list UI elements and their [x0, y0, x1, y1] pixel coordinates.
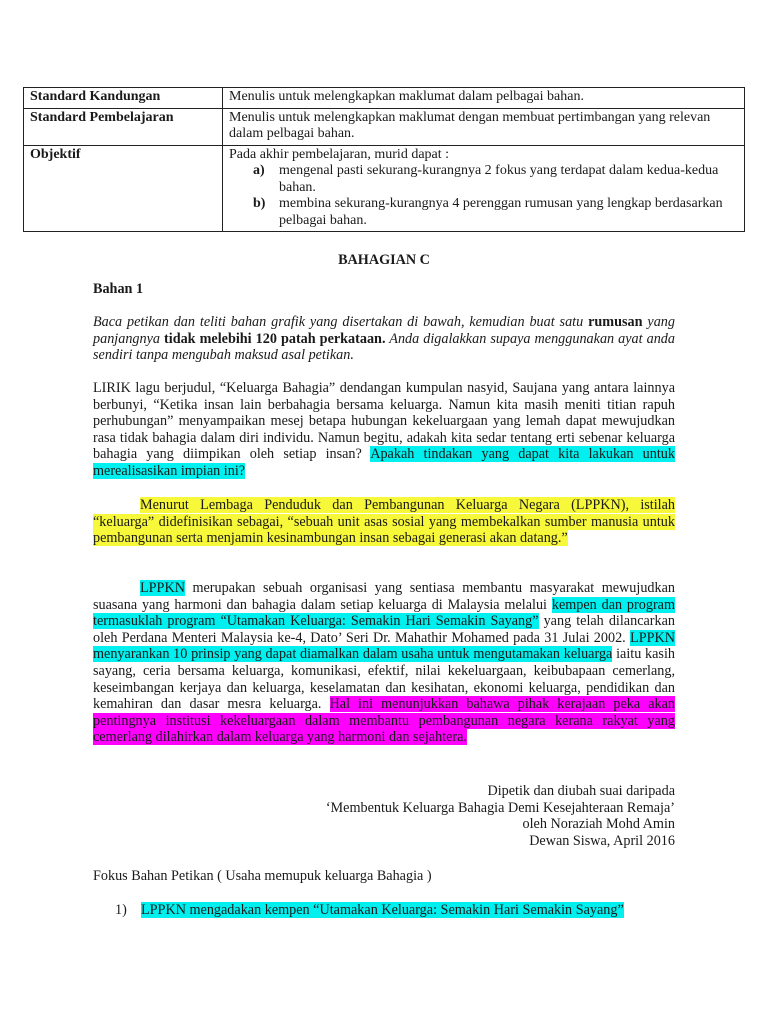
highlight-yellow: Menurut Lembaga Penduduk dan Pembangunan Keluarga Negara (LPPKN), istilah “keluarga” didefinisikan sebagai, “sebuah unit asas sosial yang membekalkan sumber manusia untuk pembangunan serta menjamin kesinambungan insan sebagai generasi akan datang.”	[93, 497, 675, 547]
list-item	[229, 196, 738, 229]
objektif-intro: Pada akhir pembelajaran, murid dapat :	[229, 146, 450, 162]
highlight-cyan: LPPKN mengadakan kempen “Utamakan Keluarga: Semakin Hari Semakin Sayang”	[141, 902, 624, 918]
table-row	[24, 145, 745, 232]
focus-number: 1)	[115, 902, 127, 918]
paragraph-text: iaitu kasih sayang, ceria bersama keluarga, komunikasi, efektif, nilai kekeluargaan, keibubapaan cemerlang, keseimbangan kerjaya dan keluarga, keselamatan dan kesihatan, ekonomi keluarga, pendidikan dan kemahiran dan dasar mesra keluarga.	[93, 646, 675, 713]
row-label: Objektif	[24, 145, 223, 232]
section-title: BAHAGIAN C	[338, 252, 430, 268]
source-line: oleh Noraziah Mohd Amin	[522, 816, 675, 833]
instruction-bold: rumusan	[588, 314, 643, 330]
list-text: membina sekurang-kurangnya 4 perenggan rumusan yang lengkap berdasarkan pelbagai bahan.	[279, 196, 723, 228]
paragraph-text: merupakan sebuah organisasi yang sentiasa membantu masyarakat mewujudkan suasana yang harmoni dan bahagia dalam setiap keluarga di Malaysia melalui	[93, 580, 675, 613]
standards-table	[23, 87, 745, 232]
row-label: Standard Pembelajaran	[24, 108, 223, 145]
focus-item	[115, 902, 624, 919]
paragraph-text: yang telah dilancarkan oleh Perdana Menteri Malaysia ke-4, Dato’ Seri Dr. Mahathir Mohamed pada 31 Julai 2002.	[93, 613, 675, 646]
highlight-cyan: kempen dan program termasuklah program “Utamakan Keluarga: Semakin Hari Semakin Sayang”	[93, 596, 675, 630]
row-text: Menulis untuk melengkapkan maklumat dengan membuat pertimbangan yang relevan dalam pelbagai bahan.	[223, 108, 745, 145]
list-text: mengenal pasti sekurang-kurangnya 2 fokus yang terdapat dalam kedua-kedua bahan.	[279, 163, 719, 195]
highlight-cyan: Apakah tindakan yang dapat kita lakukan untuk merealisasikan impian ini?	[93, 446, 675, 479]
table-row	[24, 108, 745, 145]
row-label: Standard Kandungan	[24, 88, 223, 109]
paragraph-1	[93, 380, 675, 480]
instruction-paragraph	[93, 314, 675, 364]
paragraph-text: LIRIK lagu berjudul, “Keluarga Bahagia” dendangan kumpulan nasyid, Saujana yang antara lainnya berbunyi, “Ketika insan lain berbahagia bersama keluarga. Namun kita masih meniti titian rapuh perhubungan” menyampaikan mesej betapa hubungan kekeluargaan yang lemah dapat mewujudkan rasa tidak bahagia dalam diri individu. Namun begitu, adakah kita sedar tentang erti sebenar keluarga bahagia yang diimpikan oleh setiap insan?	[93, 380, 675, 463]
paragraph-2	[93, 497, 675, 547]
paragraph-3	[93, 580, 675, 746]
source-line: Dewan Siswa, April 2016	[529, 832, 675, 849]
source-line: Dipetik dan diubah suai daripada	[487, 783, 675, 799]
instruction-text: yang panjangnya	[93, 314, 675, 347]
highlight-cyan: LPPKN menyarankan 10 prinsip yang dapat diamalkan dalam usaha untuk mengutamakan keluarga	[93, 629, 675, 663]
highlight-magenta: Hal ini menunjukkan bahawa pihak kerajaan peka akan pentingnya institusi kekeluargaan dalam membantu pembangunan negara kerana rakyat yang cemerlang dilahirkan dalam keluarga yang harmoni dan sejahtera.	[93, 696, 675, 746]
instruction-text: Anda digalakkan supaya menggunakan ayat anda sendiri tanpa mengubah maksud asal petikan.	[93, 330, 675, 364]
list-item	[229, 163, 738, 196]
row-text: Menulis untuk melengkapkan maklumat dalam pelbagai bahan.	[223, 88, 745, 109]
instruction-bold: tidak melebihi 120 patah perkataan.	[164, 330, 386, 347]
list-marker: b)	[253, 196, 266, 211]
source-attribution	[326, 783, 675, 849]
objektif-cell	[223, 145, 745, 232]
table-row	[24, 88, 745, 109]
objektif-list	[229, 163, 738, 229]
source-line: ‘Membentuk Keluarga Bahagia Demi Kesejahteraan Remaja’	[325, 799, 675, 816]
focus-title: Fokus Bahan Petikan ( Usaha memupuk keluarga Bahagia )	[93, 868, 432, 884]
highlight-cyan: LPPKN	[140, 580, 185, 596]
list-marker: a)	[253, 163, 265, 178]
bahan-title: Bahan 1	[93, 281, 144, 297]
instruction-text: Baca petikan dan teliti bahan grafik yang disertakan di bawah, kemudian buat satu	[93, 314, 589, 330]
